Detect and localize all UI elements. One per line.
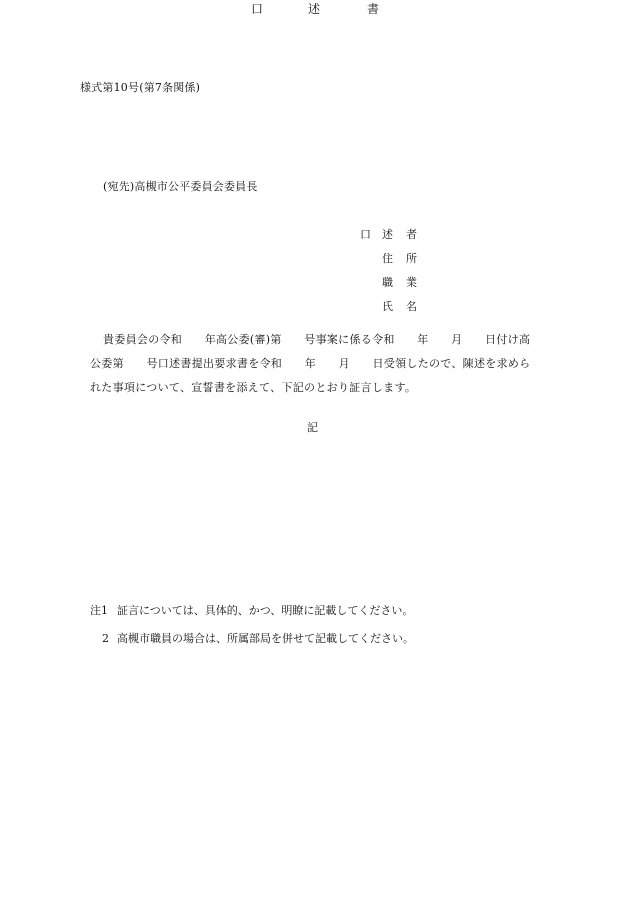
body-line-3: れた事項について、宣誓書を添えて、下記のとおり証言します。 <box>90 381 417 394</box>
note-text: 高槻市職員の場合は、所属部局を併せて記載してください。 <box>117 632 414 645</box>
note-text: 証言については、具体的、かつ、明瞭に記載してください。 <box>117 604 414 617</box>
occupation-label-char: 業 <box>406 276 417 289</box>
title-char-3: 書 <box>367 2 380 16</box>
address-label-char: 住 <box>382 252 393 265</box>
declarant-label-row <box>360 228 480 242</box>
name-label-char: 氏 <box>382 300 393 313</box>
title-char-1: 口 <box>251 2 264 16</box>
declarant-char: 口 <box>360 228 371 241</box>
name-label-row <box>360 300 480 314</box>
address-label-row <box>360 252 480 266</box>
ki-heading: 記 <box>307 421 319 434</box>
occupation-label-row <box>360 276 480 290</box>
body-line-1: 貴委員会の令和 年高公委(審)第 号事案に係る令和 年 月 日付け高 <box>103 333 531 346</box>
title-char-2: 述 <box>308 2 321 16</box>
body-line-2: 公委第 号口述書提出要求書を令和 年 月 日受領したので、陳述を求めら <box>90 357 531 370</box>
declarant-block <box>360 228 480 328</box>
occupation-label-char: 職 <box>382 276 393 289</box>
note-number: 2 <box>102 632 109 645</box>
declarant-char: 者 <box>406 228 417 241</box>
addressee: (宛先)高槻市公平委員会委員長 <box>103 180 258 193</box>
name-label-char: 名 <box>406 300 417 313</box>
document-title <box>0 0 630 14</box>
address-label-char: 所 <box>406 252 417 265</box>
form-number: 様式第10号(第7条関係) <box>80 81 201 94</box>
declarant-char: 述 <box>382 228 393 241</box>
note-number: 注1 <box>90 604 108 617</box>
